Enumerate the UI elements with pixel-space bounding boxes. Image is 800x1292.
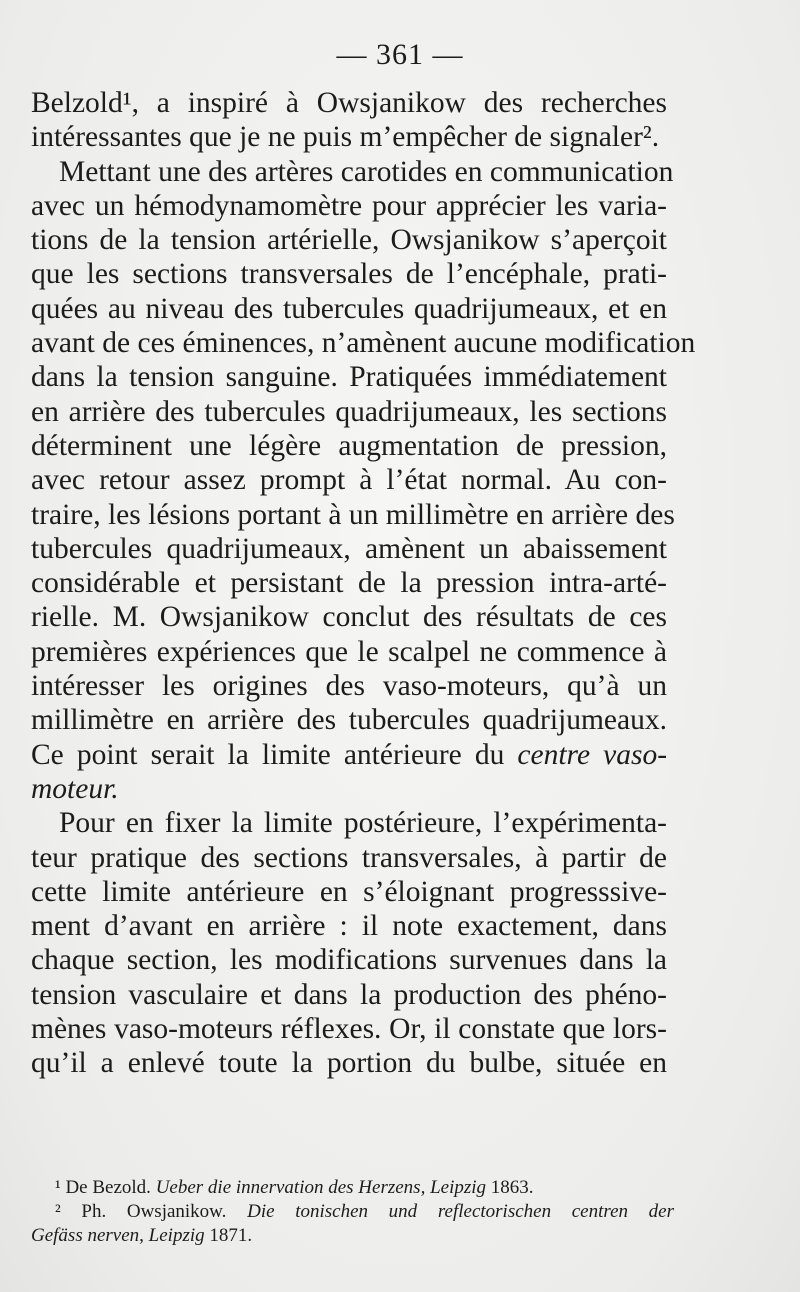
text-line: chaque section, les modifications survenues dans la: [31, 944, 667, 977]
footnote-1: [31, 1176, 674, 1200]
text-line: teur pratique des sections transversales, à partir de: [31, 841, 667, 874]
footnote-2-continued: [31, 1224, 674, 1248]
text-line: en arrière des tubercules quadrijumeaux, les sections: [31, 395, 667, 428]
text-line: que les sections transversales de l’encéphale, prati-: [31, 258, 667, 291]
text-line: millimètre en arrière des tubercules quadrijumeaux.: [31, 704, 667, 737]
footnote-year: 1871.: [209, 1225, 253, 1246]
text-line: cette limite antérieure en s’éloignant progresssive-: [31, 875, 667, 908]
text-line: premières expériences que le scalpel ne commence à: [31, 635, 667, 668]
main-text: [31, 86, 696, 1081]
footnote-year: 1863.: [490, 1177, 534, 1198]
text-line: avec retour assez prompt à l’état normal. Au con-: [31, 464, 667, 497]
footnote-mark: ²: [55, 1201, 61, 1222]
text-line: mènes vaso-moteurs réflexes. Or, il constate que lors-: [31, 1013, 667, 1046]
text-line: considérable et persistant de la pression intra-arté-: [31, 567, 667, 600]
italic-term: centre vaso-: [517, 738, 668, 771]
text-line: déterminent une légère augmentation de pression,: [31, 429, 667, 462]
footnote-title: Ueber die innervation des Herzens, Leipzig: [155, 1177, 487, 1198]
text-line: Mettant une des artères carotides en communication: [59, 155, 674, 188]
footnote-title: Gefäss nerven, Leipzig: [31, 1225, 205, 1246]
text-line: [31, 738, 667, 772]
text-line: avec un hémodynamomètre pour apprécier les varia-: [31, 189, 667, 222]
text-line: tension vasculaire et dans la production des phéno-: [31, 978, 667, 1011]
text-line: [31, 772, 667, 806]
footnote-author: De Bezold.: [65, 1177, 151, 1198]
text-line: tions de la tension artérielle, Owsjanikow s’aperçoit: [31, 224, 667, 257]
text-fragment: Ce point serait la limite antérieure du: [31, 738, 505, 771]
text-line: tubercules quadrijumeaux, amènent un abaissement: [31, 532, 667, 565]
text-line: dans la tension sanguine. Pratiquées immédiatement: [31, 361, 667, 394]
text-line: Pour en fixer la limite postérieure, l’expérimenta-: [59, 807, 667, 840]
footnote-mark: ¹: [55, 1177, 61, 1198]
footnote-author: Ph. Owsjanikow.: [81, 1201, 227, 1222]
text-line: traire, les lésions portant à un millimètre en arrière des: [31, 498, 675, 531]
text-line: intéresser les origines des vaso-moteurs, qu’à un: [31, 670, 667, 703]
footnote-title: Die tonischen und reflectorischen centren der: [247, 1201, 675, 1222]
page-number: — 361 —: [336, 38, 464, 71]
text-line: rielle. M. Owsjanikow conclut des résultats de ces: [31, 601, 667, 634]
italic-term: moteur.: [31, 772, 119, 805]
text-line: ment d’avant en arrière : il note exactement, dans: [31, 910, 667, 943]
text-line: qu’il a enlevé toute la portion du bulbe, située en: [31, 1047, 667, 1080]
text-line: avant de ces éminences, n’amènent aucune modification: [31, 327, 696, 360]
footnote-2: [31, 1200, 674, 1224]
footnotes: [31, 1176, 674, 1248]
text-line: quées au niveau des tubercules quadrijumeaux, et en: [31, 292, 667, 325]
text-line: Belzold¹, a inspiré à Owsjanikow des recherches: [31, 87, 667, 119]
text-line: intéressantes que je ne puis m’empêcher de signaler².: [31, 121, 660, 154]
